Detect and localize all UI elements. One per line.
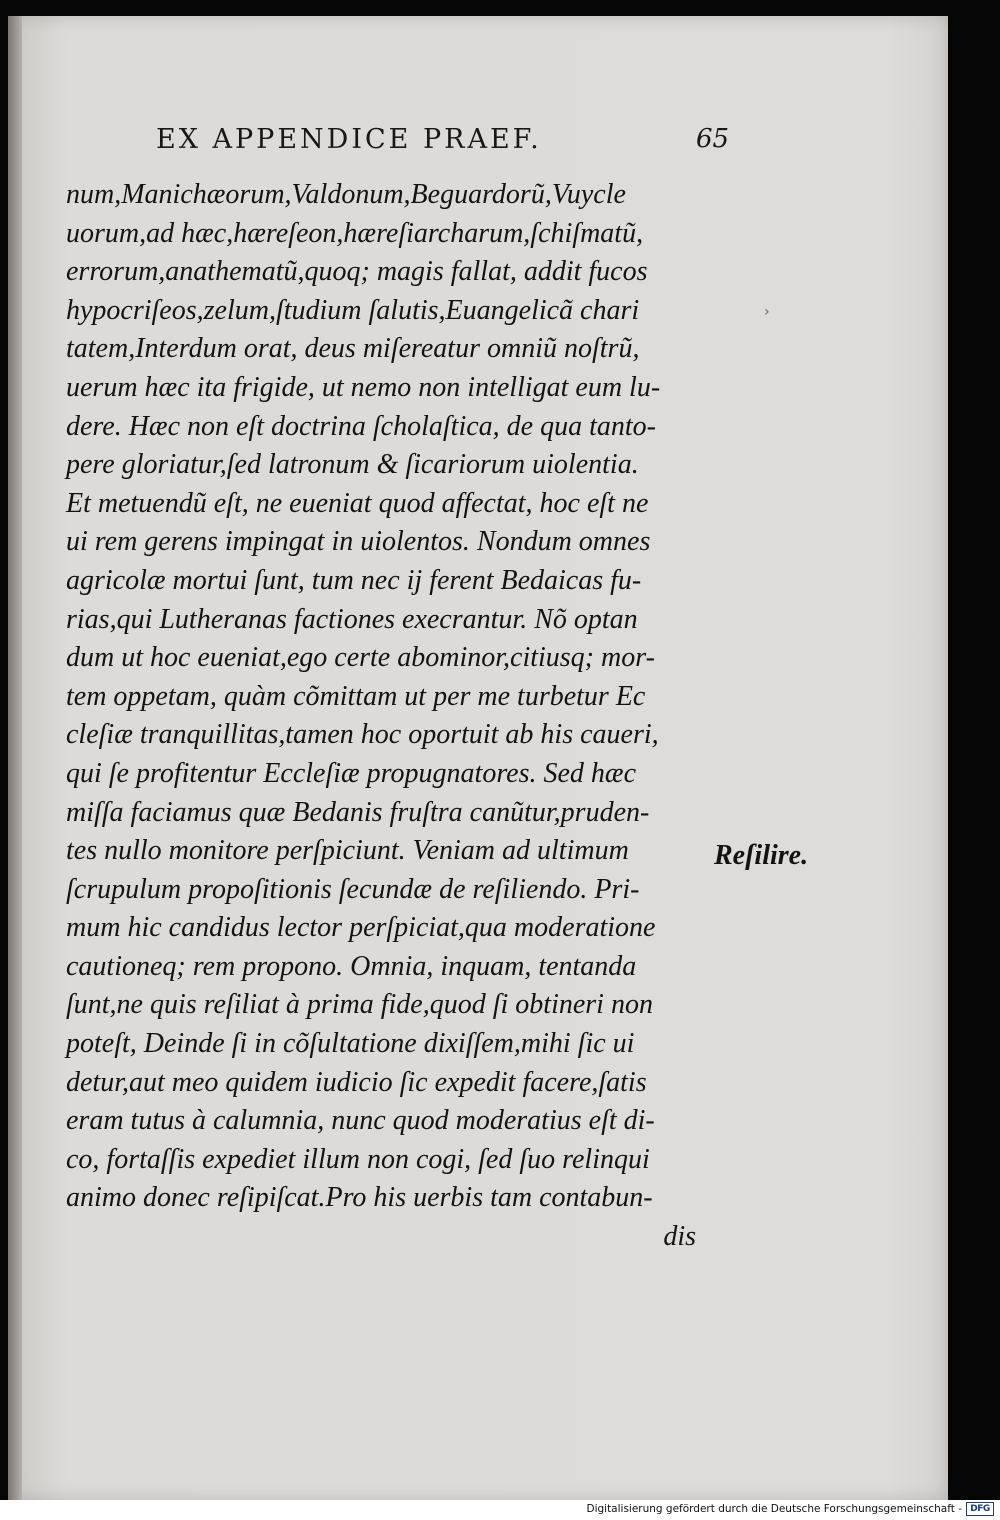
text-line: agricolæ mortui ſunt, tum nec ij ferent Bedaicas fu-	[66, 564, 642, 596]
text-line: tes nullo monitore perſpiciunt. Veniam ad ultimum	[66, 835, 629, 867]
text-line: animo donec reſipiſcat.Pro his uerbis tam contabun-	[66, 1182, 653, 1214]
page-number: 65	[696, 124, 730, 154]
text-line: mum hic candidus lector perſpiciat,qua moderatione	[66, 912, 656, 944]
footer-bar	[0, 1500, 1000, 1520]
text-line: ſcrupulum propoſitionis ſecundæ de reſiliendo. Pri-	[66, 873, 640, 905]
text-line: errorum,anathematũ,quoq; magis fallat, addit fucos	[66, 256, 648, 288]
text-line: eram tutus à calumnia, nunc quod moderatius eſt di-	[66, 1105, 655, 1137]
text-line: ſunt,ne quis reſiliat à prima fide,quod ſi obtineri non	[66, 989, 653, 1021]
text-line: co, fortaſſis expediet illum non cogi, ſed ſuo relinqui	[66, 1143, 650, 1175]
text-line: miſſa faciamus quæ Bedanis fruſtra canũtur,pruden-	[66, 796, 650, 828]
running-head	[146, 124, 746, 164]
text-line: dere. Hæc non eſt doctrina ſcholaſtica, de qua tanto-	[66, 410, 656, 442]
text-line: uorum,ad hæc,hæreſeon,hæreſiarcharum,ſchiſmatũ,	[66, 217, 644, 249]
stray-mark: ›	[764, 304, 770, 320]
footer-credit: Digitalisierung gefördert durch die Deutsche Forschungsgemeinschaft -	[586, 1503, 962, 1515]
text-line: tem oppetam, quàm cõmittam ut per me turbetur Ec	[66, 680, 646, 712]
text-line: hypocriſeos,zelum,ſtudium ſalutis,Euangelicã chari	[66, 294, 640, 326]
text-line: num,Manichæorum,Valdonum,Beguardorũ,Vuycle	[66, 179, 626, 210]
text-line: poteſt, Deinde ſi in cõſultatione dixiſſem,mihi ſic ui	[66, 1028, 635, 1060]
dfg-logo-icon: DFG	[966, 1502, 994, 1516]
text-line: uerum hæc ita frigide, ut nemo non intelligat eum lu-	[66, 371, 661, 403]
text-line: Et metuendũ eſt, ne eueniat quod affectat, hoc eſt ne	[66, 487, 649, 519]
page-gutter	[8, 16, 22, 1500]
body-text	[66, 176, 726, 1257]
text-line: detur,aut meo quidem iudicio ſic expedit facere,ſatis	[66, 1066, 647, 1098]
text-line: tatem,Interdum orat, deus miſereatur omniũ noſtrũ,	[66, 333, 640, 365]
text-line: qui ſe profitentur Eccleſiæ propugnatores. Sed hæc	[66, 757, 637, 789]
text-line: ui rem gerens impingat in uiolentos. Nondum omnes	[66, 526, 651, 558]
text-line: rias,qui Lutheranas factiones execrantur. Nõ optan	[66, 603, 638, 635]
running-head-title: EX APPENDICE PRAEF.	[156, 124, 542, 155]
text-line: cautioneq; rem propono. Omnia, inquam, tentanda	[66, 950, 637, 982]
book-page	[8, 16, 948, 1500]
text-line: dum ut hoc eueniat,ego certe abominor,citiusq; mor-	[66, 642, 655, 674]
text-line: pere gloriatur,ſed latronum & ſicariorum uiolentia.	[66, 449, 639, 481]
text-line: cleſiæ tranquillitas,tamen hoc oportuit ab his caueri,	[66, 719, 659, 751]
catchword: dis	[663, 1221, 696, 1253]
marginal-note: Reſilire.	[714, 840, 809, 871]
